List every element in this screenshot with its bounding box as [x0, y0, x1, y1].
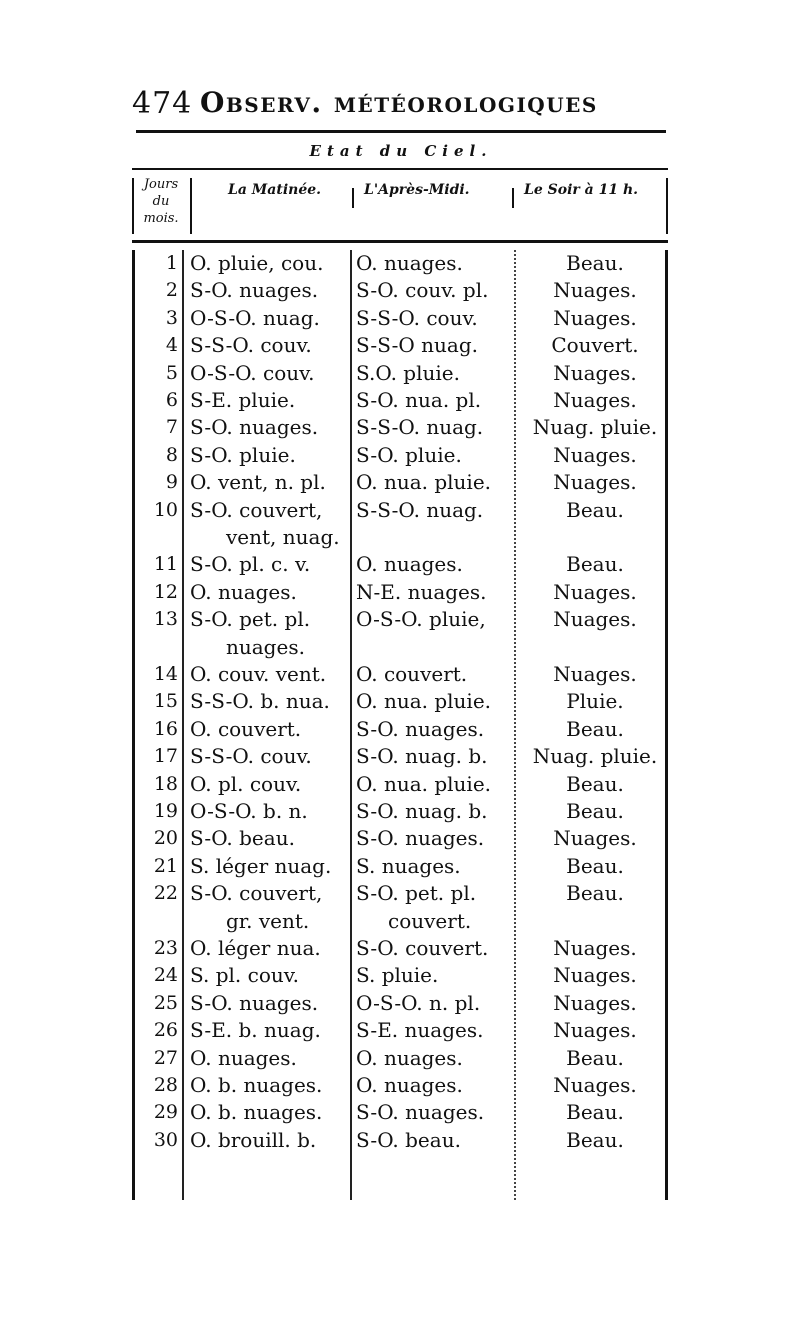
matin-cell: S-O. couvert, [190, 881, 323, 906]
soir-cell: Pluie. [566, 689, 624, 714]
soir-cell: Beau. [566, 552, 624, 577]
soir-cell: Nuages. [553, 1018, 637, 1043]
header-rule [136, 130, 666, 133]
midi-cell: S-O. nuages. [356, 1100, 485, 1125]
soir-cell: Nuages. [553, 579, 637, 604]
midi-cell: N-E. nuages. [356, 579, 487, 604]
matin-cell: S-O. nuages. [190, 415, 319, 440]
day-cell: 13 [153, 608, 178, 631]
day-cell: 2 [165, 279, 178, 302]
matin-cell: O. couv. vent. [190, 662, 327, 686]
matin-cell: S-O. beau. [190, 826, 295, 851]
midi-cell: S-O. couvert. [356, 936, 489, 960]
left-border [132, 178, 134, 234]
day-cell: 18 [153, 772, 178, 795]
day-cell: 26 [153, 1019, 178, 1042]
soir-cell: Nuages. [553, 936, 637, 960]
day-cell: 3 [165, 306, 178, 329]
table-row [132, 716, 668, 743]
day-cell: 15 [153, 690, 178, 713]
midi-cell: O. nuages. [356, 251, 463, 275]
midi-cell: O. couvert. [356, 662, 468, 686]
table-row [132, 853, 668, 880]
midi-cell: S.O. pluie. [356, 360, 460, 385]
day-cell: 5 [165, 361, 178, 384]
midi-cell: O. nuages. [356, 552, 463, 577]
column-header-soir: Le Soir à 11 h. [524, 182, 638, 198]
midi-cell: S-S-O nuag. [356, 333, 478, 358]
soir-cell: Couvert. [551, 333, 639, 358]
right-border [666, 178, 668, 234]
matin-cell: O-S-O. b. n. [190, 799, 308, 823]
matin-cell: S-O. nuages. [190, 990, 319, 1015]
day-cell: 20 [153, 827, 178, 850]
day-cell: 24 [153, 964, 178, 987]
table-row [132, 360, 668, 387]
soir-cell: Nuages. [553, 442, 637, 467]
soir-cell: Nuages. [553, 963, 637, 988]
table-row [132, 551, 668, 578]
soir-cell: Beau. [566, 497, 624, 522]
midi-cell: S. pluie. [356, 963, 439, 988]
soir-cell: Nuages. [553, 990, 637, 1015]
midi-cell: O. nuages. [356, 1073, 463, 1097]
midi-cell: S-S-O. nuag. [356, 415, 484, 440]
title-rule [132, 168, 668, 170]
day-cell: 16 [153, 717, 178, 740]
table-row [132, 798, 668, 825]
day-cell: 23 [153, 937, 178, 959]
soir-cell: Beau. [566, 1127, 624, 1152]
soir-cell: Nuages. [553, 360, 637, 385]
soir-cell: Nuages. [553, 826, 637, 851]
matin-cell: O. b. nuages. [190, 1100, 323, 1125]
table-row [132, 469, 668, 496]
matin-cell: S. pl. couv. [190, 963, 300, 988]
column-header-row [132, 172, 668, 238]
midi-continuation: couvert. [388, 908, 472, 933]
table-row [132, 606, 668, 659]
column-header-days: Jours du mois. [143, 177, 179, 226]
table-row [132, 1017, 668, 1044]
day-cell: 9 [165, 471, 178, 494]
table-row [132, 771, 668, 798]
day-cell: 28 [153, 1074, 178, 1096]
table-row [132, 277, 668, 304]
header-bottom-rule [132, 240, 668, 243]
matin-continuation: nuages. [226, 634, 305, 659]
day-cell: 7 [165, 416, 178, 439]
matin-continuation: vent, nuag. [226, 524, 340, 549]
midi-cell: S-S-O. nuag. [356, 497, 484, 522]
soir-cell: Nuages. [553, 607, 637, 632]
table-row [132, 1127, 668, 1154]
table-row [132, 743, 668, 770]
table-row [132, 962, 668, 989]
midi-cell: O-S-O. n. pl. [356, 990, 481, 1015]
midi-cell: O. nua. pluie. [356, 689, 492, 714]
matin-cell: O. pl. couv. [190, 771, 302, 796]
soir-cell: Nuag. pluie. [532, 744, 658, 769]
column-divider [352, 188, 354, 208]
day-cell: 6 [165, 389, 178, 411]
matin-cell: S-S-O. couv. [190, 744, 312, 769]
table-row [132, 332, 668, 359]
table-row [132, 1099, 668, 1126]
matin-cell: O. vent, n. pl. [190, 470, 326, 495]
matin-cell: S-O. pet. pl. [190, 607, 311, 632]
table-row [132, 825, 668, 852]
table-row [132, 990, 668, 1017]
soir-cell: Beau. [566, 251, 624, 275]
matin-cell: O. pluie, cou. [190, 251, 324, 275]
matin-cell: O-S-O. couv. [190, 360, 315, 385]
day-cell: 21 [153, 854, 178, 877]
matin-cell: O. léger nua. [190, 936, 321, 960]
day-cell: 30 [153, 1128, 178, 1151]
matin-cell: O. nuages. [190, 1045, 297, 1070]
matin-cell: S. léger nuag. [190, 853, 332, 878]
matin-cell: O. b. nuages. [190, 1073, 323, 1097]
day-cell: 19 [153, 800, 178, 822]
table-row [132, 414, 668, 441]
midi-cell: S-O. couv. pl. [356, 278, 489, 303]
soir-cell: Nuages. [553, 470, 637, 495]
matin-cell: S-O. pl. c. v. [190, 552, 311, 577]
midi-cell: O. nua. pluie. [356, 771, 492, 796]
soir-cell: Nuages. [553, 1073, 637, 1097]
day-cell: 11 [153, 553, 178, 576]
midi-cell: S-O. nua. pl. [356, 388, 482, 412]
day-cell: 14 [153, 663, 178, 685]
matin-cell: O-S-O. nuag. [190, 305, 320, 330]
matin-cell: O. nuages. [190, 579, 297, 604]
midi-cell: O. nua. pluie. [356, 470, 492, 495]
page-number: 474 [132, 86, 193, 121]
day-cell: 10 [153, 498, 178, 521]
table-row [132, 661, 668, 688]
midi-cell: S-O. pet. pl. [356, 881, 477, 906]
matin-continuation: gr. vent. [226, 908, 310, 933]
table-row [132, 442, 668, 469]
day-cell: 12 [153, 580, 178, 603]
matin-cell: S-S-O. b. nua. [190, 689, 330, 714]
table-row [132, 305, 668, 332]
weather-table [132, 250, 668, 1200]
midi-cell: S-O. nuages. [356, 716, 485, 741]
column-header-midi: L'Après-Midi. [364, 182, 470, 198]
midi-cell: S-O. nuag. b. [356, 744, 488, 769]
midi-cell: S-S-O. couv. [356, 305, 478, 330]
table-row [132, 1045, 668, 1072]
table-row [132, 387, 668, 414]
midi-cell: O. nuages. [356, 1045, 463, 1070]
matin-cell: S-O. couvert, [190, 497, 323, 522]
day-cell: 1 [165, 252, 178, 274]
matin-cell: S-O. pluie. [190, 442, 296, 467]
matin-cell: S-E. pluie. [190, 388, 296, 412]
table-row [132, 880, 668, 933]
midi-cell: S-O. nuag. b. [356, 799, 488, 823]
soir-cell: Nuages. [553, 305, 637, 330]
matin-cell: S-S-O. couv. [190, 333, 312, 358]
midi-cell: S-E. nuages. [356, 1018, 484, 1043]
soir-cell: Beau. [566, 716, 624, 741]
table-row [132, 250, 668, 277]
page-header [132, 76, 672, 126]
matin-cell: S-E. b. nuag. [190, 1018, 321, 1043]
day-cell: 8 [165, 443, 178, 466]
table-row [132, 579, 668, 606]
table-title: Etat du Ciel. [309, 142, 493, 160]
day-cell: 4 [165, 334, 178, 357]
day-cell: 22 [153, 882, 178, 905]
table-row [132, 497, 668, 549]
midi-cell: S. nuages. [356, 853, 461, 878]
column-divider [512, 188, 514, 208]
soir-cell: Beau. [566, 771, 624, 796]
soir-cell: Beau. [566, 853, 624, 878]
table-row [132, 1072, 668, 1099]
midi-cell: S-O. pluie. [356, 442, 462, 467]
midi-cell: S-O. nuages. [356, 826, 485, 851]
soir-cell: Nuages. [553, 662, 637, 686]
midi-cell: S-O. beau. [356, 1127, 461, 1152]
day-cell: 27 [153, 1046, 178, 1069]
running-title: Observ. météorologiques [200, 86, 598, 119]
soir-cell: Beau. [566, 1100, 624, 1125]
soir-cell: Nuages. [553, 388, 637, 412]
day-cell: 29 [153, 1101, 178, 1124]
table-row [132, 688, 668, 715]
soir-cell: Nuages. [553, 278, 637, 303]
soir-cell: Beau. [566, 799, 624, 823]
soir-cell: Nuag. pluie. [532, 415, 658, 440]
soir-cell: Beau. [566, 881, 624, 906]
column-divider [190, 178, 192, 234]
matin-cell: S-O. nuages. [190, 278, 319, 303]
day-cell: 17 [153, 745, 178, 768]
midi-cell: O-S-O. pluie, [356, 607, 486, 632]
matin-cell: O. couvert. [190, 716, 302, 741]
column-header-matin: La Matinée. [228, 182, 322, 198]
matin-cell: O. brouill. b. [190, 1127, 317, 1152]
table-row [132, 935, 668, 962]
soir-cell: Beau. [566, 1045, 624, 1070]
day-cell: 25 [153, 991, 178, 1014]
